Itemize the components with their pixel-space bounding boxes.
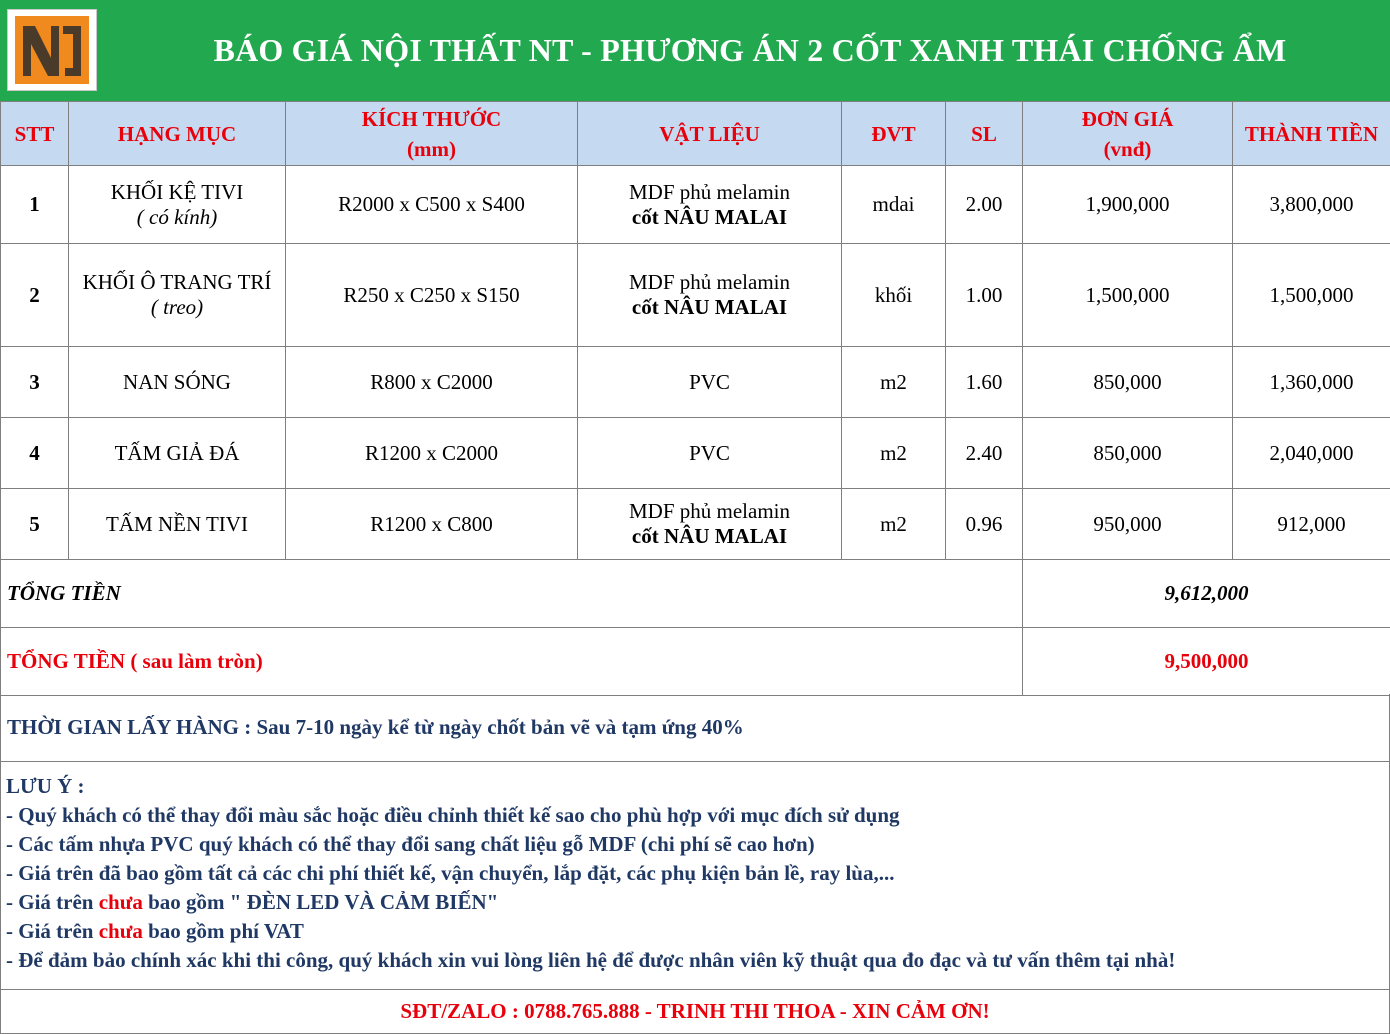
page-header <box>0 0 1390 102</box>
total-label: TỔNG TIỀN <box>1 560 1023 628</box>
item-note: ( có kính) <box>136 204 218 229</box>
cell-price: 1,500,000 <box>1023 244 1233 347</box>
notes-section <box>0 762 1390 990</box>
cell-price: 850,000 <box>1023 347 1233 418</box>
cell-qty: 2.00 <box>946 166 1023 244</box>
table-row <box>1 489 1390 560</box>
table-row <box>1 347 1390 418</box>
material-base: MDF phủ melamin <box>629 499 790 523</box>
cell-qty: 2.40 <box>946 418 1023 489</box>
cell-stt: 2 <box>1 244 69 347</box>
total-value: 9,612,000 <box>1023 560 1390 628</box>
note-line: - Để đảm bảo chính xác khi thi công, quý khách xin vui lòng liên hệ để được nhân viên kỹ thuật qua đo đạc và tư vấn thêm tại nhà! <box>6 948 1176 972</box>
cell-qty: 1.60 <box>946 347 1023 418</box>
material-core: cốt NÂU MALAI <box>631 295 788 319</box>
cell-stt: 3 <box>1 347 69 418</box>
cell-item <box>69 347 286 418</box>
material-base: MDF phủ melamin <box>629 270 790 294</box>
col-header-stt: STT <box>1 102 69 166</box>
table-row <box>1 166 1390 244</box>
cell-amount: 3,800,000 <box>1233 166 1390 244</box>
table-row <box>1 418 1390 489</box>
cell-material <box>578 347 842 418</box>
cell-item <box>69 489 286 560</box>
cell-qty: 0.96 <box>946 489 1023 560</box>
cell-amount: 1,500,000 <box>1233 244 1390 347</box>
rounded-total-label: TỔNG TIỀN ( sau làm tròn) <box>1 628 1023 696</box>
table-header-row <box>1 102 1390 166</box>
col-header-price <box>1023 102 1233 166</box>
note-text: - Giá trên <box>6 919 99 943</box>
cell-stt: 5 <box>1 489 69 560</box>
note-line <box>6 917 1389 946</box>
col-header-amount: THÀNH TIỀN <box>1233 102 1390 166</box>
quote-table <box>0 101 1390 696</box>
item-name: NAN SÓNG <box>123 369 231 394</box>
note-line: - Quý khách có thể thay đổi màu sắc hoặc điều chỉnh thiết kế sao cho phù hợp với mục đích sử dụng <box>6 803 900 827</box>
cell-amount: 912,000 <box>1233 489 1390 560</box>
item-note: ( treo) <box>150 295 204 319</box>
nt-logo-icon <box>15 16 89 84</box>
page-title: BÁO GIÁ NỘI THẤT NT - PHƯƠNG ÁN 2 CỐT XANH THÁI CHỐNG ẨM <box>213 32 1287 68</box>
material-base: PVC <box>689 440 730 465</box>
cell-stt: 4 <box>1 418 69 489</box>
notes-heading: LƯU Ý : <box>6 774 85 798</box>
note-text: bao gồm " ĐÈN LED VÀ CẢM BIẾN" <box>142 890 499 914</box>
note-line: - Giá trên đã bao gồm tất cả các chi phí thiết kế, vận chuyển, lắp đặt, các phụ kiện bản lề, ray lùa,... <box>6 861 895 885</box>
col-header-size-line1: KÍCH THƯỚC <box>361 106 502 131</box>
table-row <box>1 244 1390 347</box>
cell-material <box>578 489 842 560</box>
cell-size: R800 x C2000 <box>286 347 578 418</box>
rounded-total-row <box>1 628 1390 696</box>
cell-item <box>69 244 286 347</box>
rounded-total-value: 9,500,000 <box>1023 628 1390 696</box>
item-name: KHỐI Ô TRANG TRÍ <box>82 270 272 294</box>
col-header-qty: SL <box>946 102 1023 166</box>
note-line <box>6 888 1389 917</box>
note-line: - Các tấm nhựa PVC quý khách có thể thay đổi sang chất liệu gỗ MDF (chi phí sẽ cao hơn) <box>6 832 815 856</box>
cell-price: 850,000 <box>1023 418 1233 489</box>
cell-unit: mdai <box>842 166 946 244</box>
col-header-unit: ĐVT <box>842 102 946 166</box>
cell-amount: 2,040,000 <box>1233 418 1390 489</box>
cell-qty: 1.00 <box>946 244 1023 347</box>
item-name: KHỐI KỆ TIVI <box>110 179 244 204</box>
material-base: MDF phủ melamin <box>629 179 790 204</box>
col-header-item: HẠNG MỤC <box>69 102 286 166</box>
material-core: cốt NÂU MALAI <box>631 204 788 229</box>
col-header-size <box>286 102 578 166</box>
cell-price: 1,900,000 <box>1023 166 1233 244</box>
note-highlight: chưa <box>98 890 143 914</box>
cell-stt: 1 <box>1 166 69 244</box>
total-row <box>1 560 1390 628</box>
cell-unit: khối <box>842 244 946 347</box>
cell-item <box>69 166 286 244</box>
cell-price: 950,000 <box>1023 489 1233 560</box>
cell-material <box>578 418 842 489</box>
cell-size: R250 x C250 x S150 <box>286 244 578 347</box>
delivery-time: THỜI GIAN LẤY HÀNG : Sau 7-10 ngày kể từ ngày chốt bản vẽ và tạm ứng 40% <box>0 694 1390 762</box>
material-base: PVC <box>689 369 730 394</box>
cell-material <box>578 244 842 347</box>
cell-material <box>578 166 842 244</box>
col-header-size-line2: (mm) <box>407 136 456 161</box>
note-text: - Giá trên <box>6 890 99 914</box>
col-header-material: VẬT LIỆU <box>578 102 842 166</box>
cell-size: R1200 x C800 <box>286 489 578 560</box>
nt-logo <box>7 9 97 91</box>
item-name: TẤM GIẢ ĐÁ <box>114 440 240 465</box>
cell-item <box>69 418 286 489</box>
cell-unit: m2 <box>842 489 946 560</box>
cell-size: R1200 x C2000 <box>286 418 578 489</box>
cell-unit: m2 <box>842 418 946 489</box>
material-core: cốt NÂU MALAI <box>631 524 788 548</box>
col-header-price-line1: ĐƠN GIÁ <box>1081 106 1174 131</box>
note-text: bao gồm phí VAT <box>142 919 304 943</box>
cell-amount: 1,360,000 <box>1233 347 1390 418</box>
note-highlight: chưa <box>98 919 143 943</box>
cell-unit: m2 <box>842 347 946 418</box>
contact-footer: SĐT/ZALO : 0788.765.888 - TRINH THI THOA - XIN CẢM ƠN! <box>0 990 1390 1034</box>
col-header-price-line2: (vnđ) <box>1103 136 1152 161</box>
item-name: TẤM NỀN TIVI <box>106 511 248 536</box>
cell-size: R2000 x C500 x S400 <box>286 166 578 244</box>
